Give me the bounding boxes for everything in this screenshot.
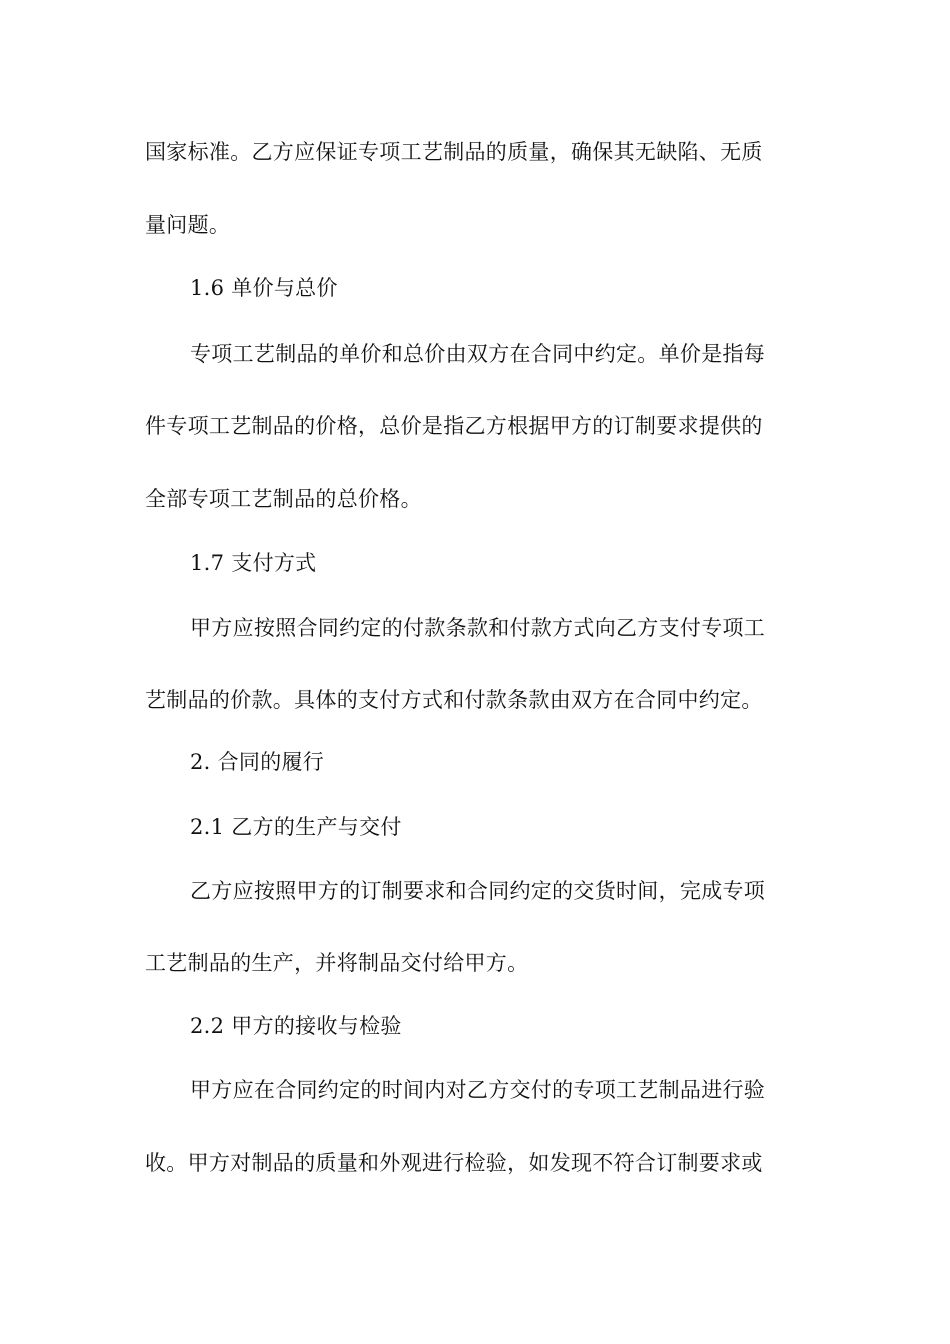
section-heading: 1.7 支付方式 [190,551,317,575]
paragraph-line: 艺制品的价款。具体的支付方式和付款条款由双方在合同中约定。 [145,688,763,712]
section-heading: 1.6 单价与总价 [190,276,338,300]
paragraph-line: 件专项工艺制品的价格，总价是指乙方根据甲方的订制要求提供的 [145,414,763,438]
paragraph-line: 全部专项工艺制品的总价格。 [145,487,422,511]
section-heading: 2.1 乙方的生产与交付 [190,815,402,839]
paragraph-line: 国家标准。乙方应保证专项工艺制品的质量，确保其无缺陷、无质 [145,140,763,164]
paragraph-line: 甲方应按照合同约定的付款条款和付款方式向乙方支付专项工 [190,616,766,640]
paragraph-line: 量问题。 [145,213,231,237]
paragraph-line: 工艺制品的生产，并将制品交付给甲方。 [145,951,529,975]
section-heading: 2.2 甲方的接收与检验 [190,1014,402,1038]
paragraph-line: 甲方应在合同约定的时间内对乙方交付的专项工艺制品进行验 [190,1078,766,1102]
paragraph-line: 乙方应按照甲方的订制要求和合同约定的交货时间，完成专项 [190,879,766,903]
paragraph-line: 专项工艺制品的单价和总价由双方在合同中约定。单价是指每 [190,342,766,366]
section-heading: 2. 合同的履行 [190,750,325,774]
paragraph-line: 收。甲方对制品的质量和外观进行检验，如发现不符合订制要求或 [145,1151,763,1175]
